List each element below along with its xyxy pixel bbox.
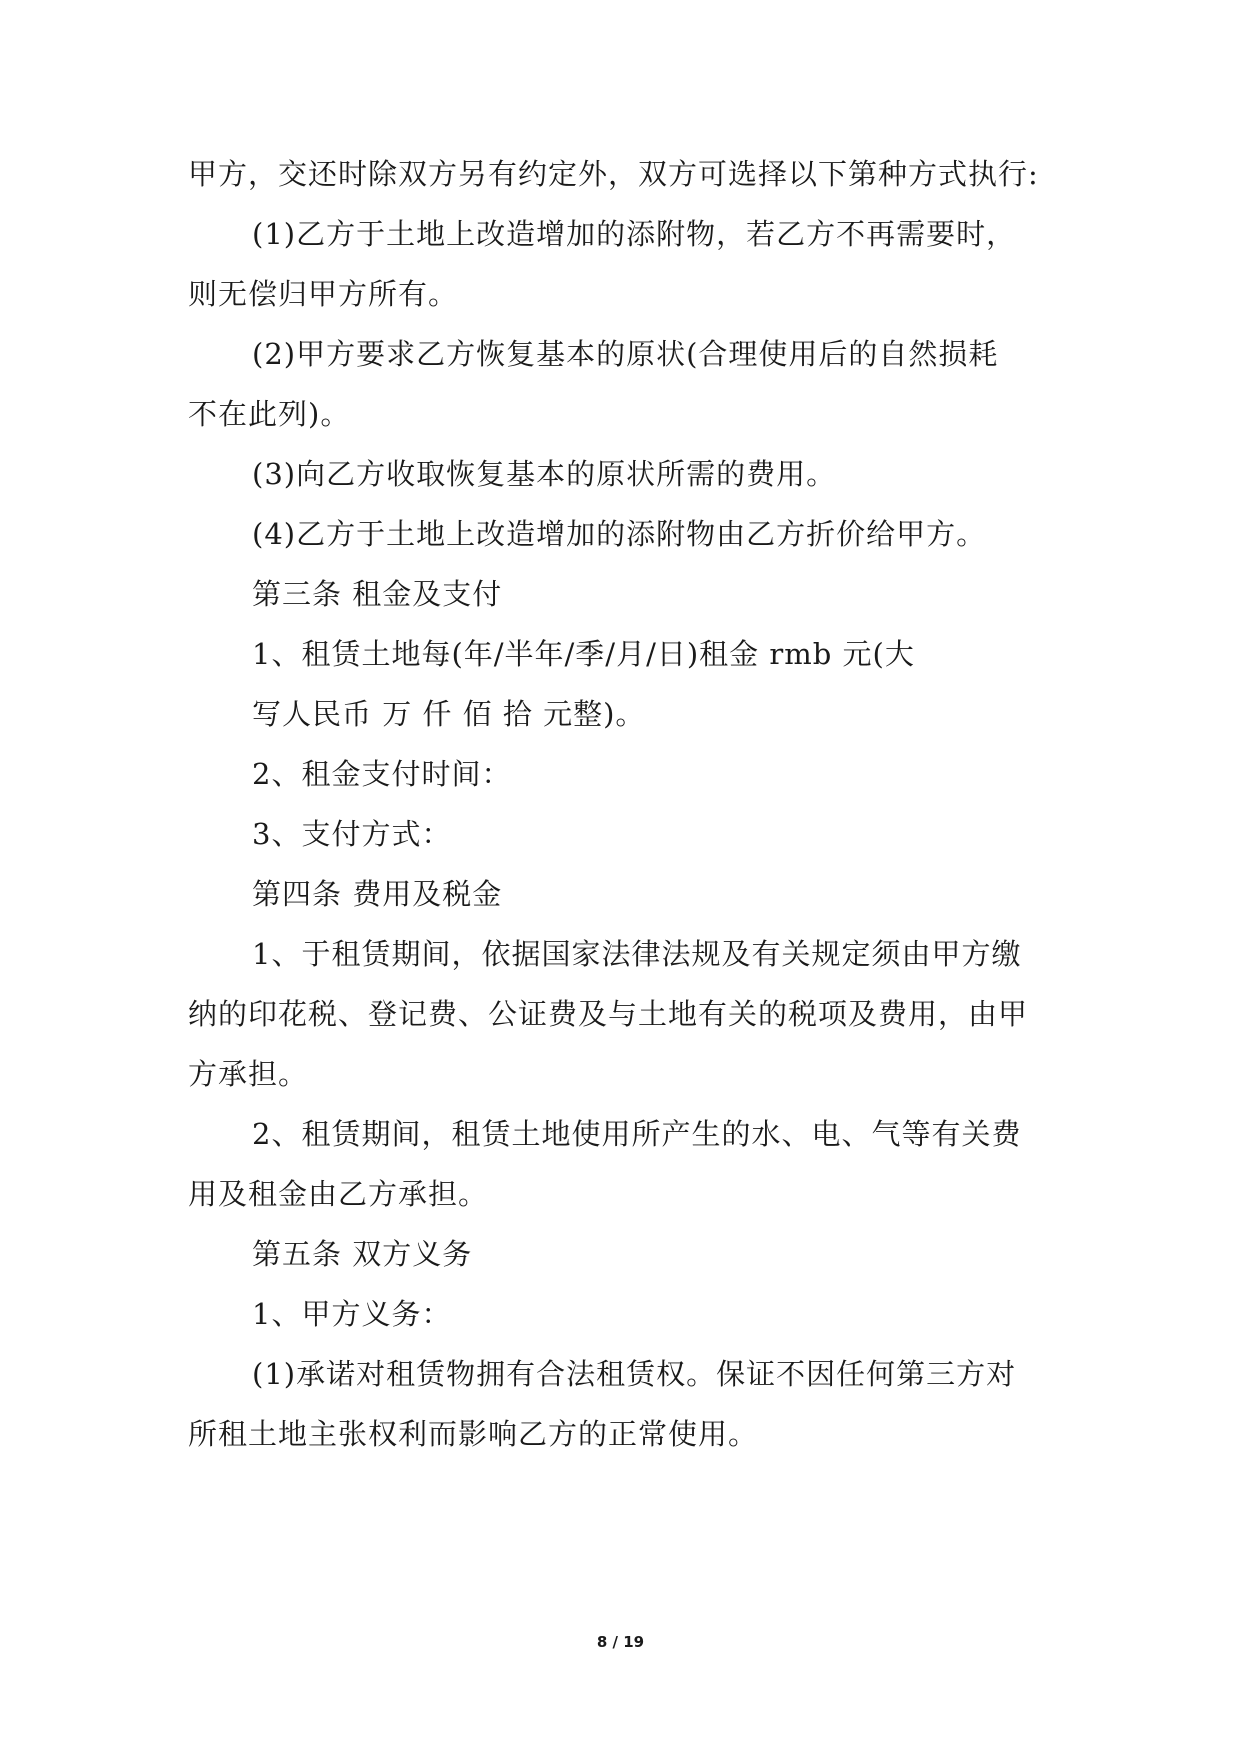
body-line: 1、租赁土地每(年/半年/季/月/日)租金 rmb 元(大 <box>252 637 915 671</box>
body-line: (1)承诺对租赁物拥有合法租赁权。保证不因任何第三方对 <box>252 1357 1017 1391</box>
body-line: 纳的印花税、登记费、公证费及与土地有关的税项及费用，由甲 <box>188 997 1029 1031</box>
body-line: 甲方，交还时除双方另有约定外，双方可选择以下第种方式执行: <box>188 157 1039 191</box>
body-line: 写人民币 万 仟 佰 拾 元整)。 <box>252 697 646 731</box>
page-number: 8 / 19 <box>596 1633 645 1651</box>
body-line: 所租土地主张权利而影响乙方的正常使用。 <box>188 1417 759 1451</box>
body-line: 2、租赁期间，租赁土地使用所产生的水、电、气等有关费 <box>252 1117 1022 1151</box>
body-line: 3、支付方式： <box>252 817 452 851</box>
body-line: (1)乙方于土地上改造增加的添附物，若乙方不再需要时， <box>252 217 1017 251</box>
section-heading: 第三条 租金及支付 <box>252 577 503 611</box>
body-line: 1、于租赁期间，依据国家法律法规及有关规定须由甲方缴 <box>252 937 1022 971</box>
body-line: (3)向乙方收取恢复基本的原状所需的费用。 <box>252 457 837 491</box>
body-line: (2)甲方要求乙方恢复基本的原状(合理使用后的自然损耗 <box>252 337 999 371</box>
body-line: (4)乙方于土地上改造增加的添附物由乙方折价给甲方。 <box>252 517 987 551</box>
body-line: 则无偿归甲方所有。 <box>188 277 459 311</box>
body-line: 1、甲方义务： <box>252 1297 452 1331</box>
body-line: 不在此列)。 <box>188 397 351 431</box>
section-heading: 第四条 费用及税金 <box>252 877 503 911</box>
body-line: 方承担。 <box>188 1057 309 1091</box>
body-line: 用及租金由乙方承担。 <box>188 1177 489 1211</box>
section-heading: 第五条 双方义务 <box>252 1237 473 1271</box>
body-line: 2、租金支付时间： <box>252 757 512 791</box>
